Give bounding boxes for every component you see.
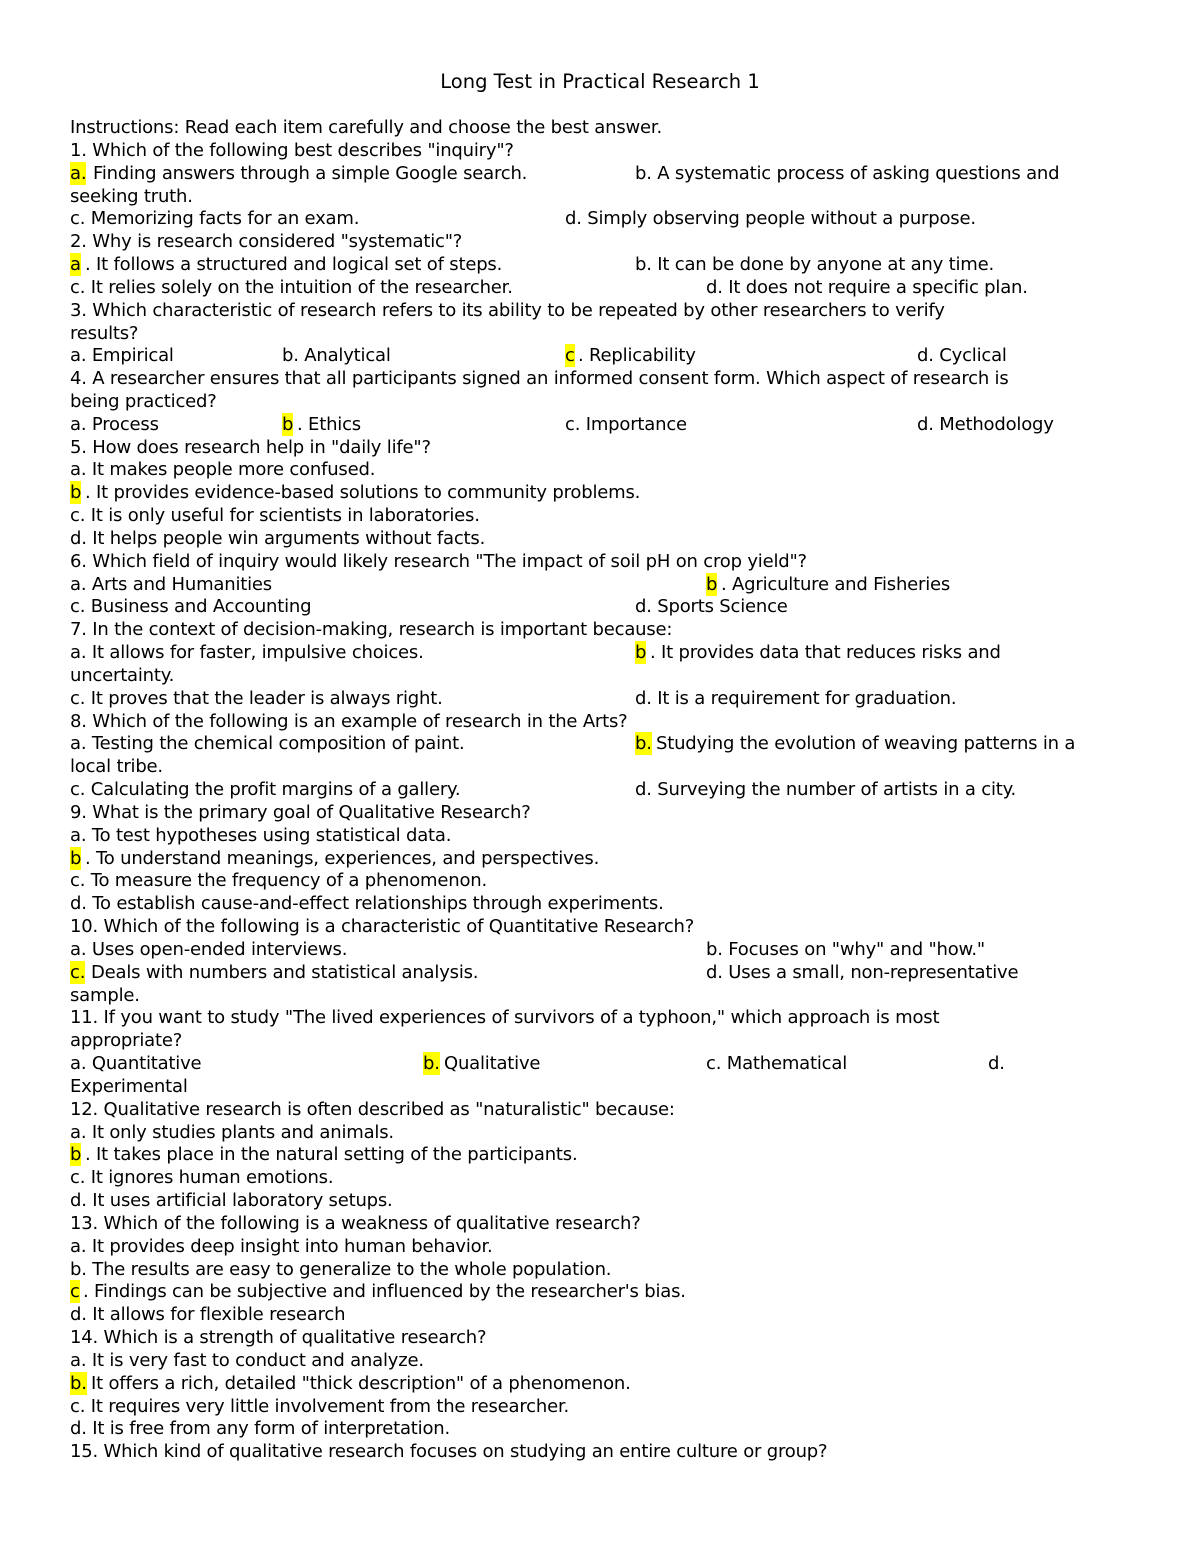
text-line: . It provides data that reduces risks and [650,642,1001,664]
text-line: b. Focuses on "why" and "how." [706,938,986,960]
text-line: a. It makes people more confused. [70,459,376,481]
answer-highlight: b [635,642,647,664]
text-line: d. It does not require a specific plan. [706,276,1028,298]
text-line: . It takes place in the natural setting of the participants. [85,1144,578,1166]
text-line: 14. Which is a strength of qualitative research? [70,1327,487,1348]
text-line: d. Sports Science [635,596,788,618]
text-line: b. It can be done by anyone at any time. [635,254,994,275]
answer-highlight: a [70,254,81,275]
text-line: appropriate? [70,1030,183,1052]
answer-highlight: a. [70,162,87,184]
text-line: local tribe. [70,756,163,778]
text-line: a. Uses open-ended interviews. [70,938,348,960]
text-line: Studying the evolution of weaving patterns in a [656,733,1076,755]
text-line: a. It provides deep insight into human behavior. [70,1235,493,1257]
text-line: sample. [70,984,140,1006]
text-line: 8. Which of the following is an example of research in the Arts? [70,710,628,732]
text-line: d. Simply observing people without a purpose. [565,208,976,230]
text-line: 5. How does research help in "daily life"? [70,436,431,458]
text-line: . Agriculture and Fisheries [721,573,951,595]
text-line: c. It requires very little involvement from the researcher. [70,1395,570,1417]
answer-highlight: b [70,847,82,869]
text-line: 13. Which of the following is a weakness of qualitative research? [70,1212,641,1234]
text-line: c. Memorizing facts for an exam. [70,208,360,230]
text-line: d. Uses a small, non-representative [706,961,1019,983]
text-line: c. It proves that the leader is always right. [70,687,443,709]
text-line: . Ethics [297,413,361,435]
text-line: c. It ignores human emotions. [70,1167,334,1189]
text-line: c. Mathematical [706,1053,847,1074]
text-line: a. It only studies plants and animals. [70,1121,394,1143]
text-line: 1. Which of the following best describes "inquiry"? [70,139,514,161]
text-line: . It provides evidence-based solutions to community problems. [85,482,641,504]
answer-highlight: b [70,1144,82,1166]
answer-highlight: b. [70,1372,87,1394]
text-line: Finding answers through a simple Google search. [93,162,528,184]
text-line: a. Testing the chemical composition of paint. [70,733,465,755]
text-line: b. Analytical [282,345,391,367]
text-line: 10. Which of the following is a characteristic of Quantitative Research? [70,916,695,937]
text-line: c. It is only useful for scientists in laboratories. [70,505,480,527]
text-line: 2. Why is research considered "systematic"? [70,231,463,253]
text-line: . It follows a structured and logical set of steps. [85,254,503,275]
text-line: results? [70,322,139,344]
text-line: d. [988,1053,1005,1074]
text-line: Qualitative [444,1053,541,1074]
answer-highlight: c. [70,961,86,983]
text-line: d. It helps people win arguments without facts. [70,527,486,549]
answer-highlight: c [70,1281,80,1303]
text-line: 4. A researcher ensures that all participants signed an informed consent form. Which aspect of research is [70,368,1009,390]
text-line: b. A systematic process of asking questions and [635,162,1060,184]
text-line: d. It is a requirement for graduation. [635,687,957,709]
text-line: Instructions: Read each item carefully and choose the best answer. [70,117,662,138]
text-line: c. Calculating the profit margins of a gallery. [70,779,461,801]
text-line: . Findings can be subjective and influenced by the researcher's bias. [83,1281,686,1303]
answer-highlight: b [70,482,82,504]
text-line: 7. In the context of decision-making, research is important because: [70,619,673,641]
answer-highlight: c [565,345,575,367]
text-line: c. To measure the frequency of a phenomenon. [70,870,488,892]
text-line: d. Methodology [917,413,1054,435]
text-line: d. Cyclical [917,345,1007,367]
text-line: Deals with numbers and statistical analysis. [91,961,479,983]
text-line: d. It uses artificial laboratory setups. [70,1190,393,1211]
text-line: 3. Which characteristic of research refers to its ability to be repeated by other researchers to verify [70,299,945,321]
text-line: a. Quantitative [70,1053,202,1074]
answer-highlight: b [282,413,294,435]
text-line: 9. What is the primary goal of Qualitative Research? [70,801,531,823]
text-line: d. To establish cause-and-effect relationships through experiments. [70,893,664,915]
text-line: 6. Which field of inquiry would likely research "The impact of soil pH on crop yield"? [70,550,807,572]
text-line: a. Process [70,413,159,435]
text-line: seeking truth. [70,185,193,207]
text-line: b. The results are easy to generalize to the whole population. [70,1258,612,1280]
answer-highlight: b. [635,733,652,755]
text-line: a. Empirical [70,345,174,367]
text-line: a. It is very fast to conduct and analyze. [70,1349,424,1371]
text-line: a. Arts and Humanities [70,573,272,595]
answer-highlight: b [706,573,718,595]
text-line: a. It allows for faster, impulsive choices. [70,642,424,664]
text-line: It offers a rich, detailed "thick description" of a phenomenon. [91,1372,631,1394]
document-title: Long Test in Practical Research 1 [440,70,760,93]
text-line: 11. If you want to study "The lived experiences of survivors of a typhoon," which approach is most [70,1007,940,1029]
text-line: c. Business and Accounting [70,596,312,618]
answer-highlight: b. [423,1053,440,1074]
text-line: 15. Which kind of qualitative research focuses on studying an entire culture or group? [70,1441,828,1463]
text-line: c. Importance [565,413,687,435]
text-line: a. To test hypotheses using statistical data. [70,824,452,846]
text-line: being practiced? [70,391,217,412]
text-line: uncertainty. [70,664,175,686]
text-line: d. It is free from any form of interpretation. [70,1418,450,1440]
text-line: . To understand meanings, experiences, and perspectives. [85,847,600,869]
text-line: 12. Qualitative research is often described as "naturalistic" because: [70,1098,675,1120]
text-line: Experimental [70,1075,188,1097]
text-line: . Replicability [578,345,696,367]
text-line: c. It relies solely on the intuition of the researcher. [70,276,513,298]
text-line: d. It allows for flexible research [70,1304,346,1326]
text-line: d. Surveying the number of artists in a city. [635,779,1017,801]
